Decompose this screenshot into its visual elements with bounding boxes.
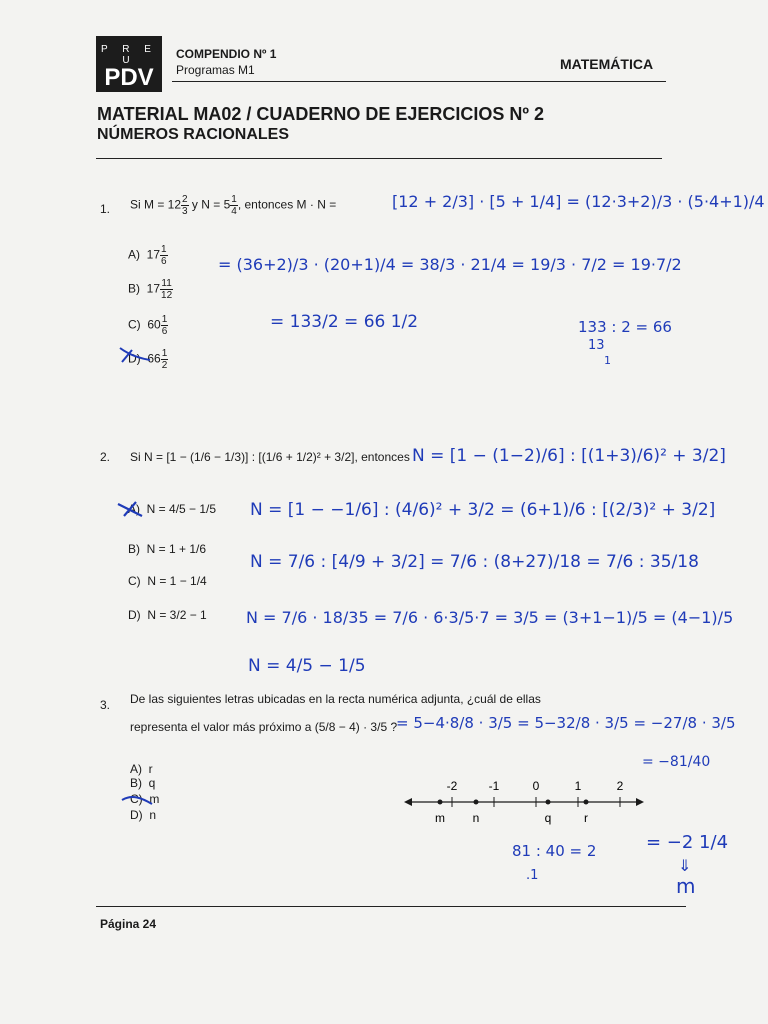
q3-option-a[interactable] [130,762,153,776]
q1-n-num: 1 [231,194,237,205]
option-text: N = 1 − 1/4 [147,574,207,588]
number-line-right-arrow [636,798,644,806]
option-label: D) [128,351,141,366]
number-line-point-label: q [544,811,552,825]
q3-work-line2: = −81/40 [642,754,711,770]
q1-work-line1: [12 + 2/3] · [5 + 1/4] = (12·3+2)/3 · (5·4+1)/4 [392,192,765,211]
q1-option-a[interactable] [128,244,168,267]
option-label: B) [128,281,140,296]
compendio-label: COMPENDIO Nº 1 [176,47,277,61]
number-line-tick-label: 0 [532,779,540,793]
option-text: N = 1 + 1/6 [146,542,207,556]
q1-n-den: 4 [231,206,237,217]
option-label: A) [128,502,140,516]
option-num: 1 [161,314,168,325]
q2-option-b[interactable] [128,542,206,556]
q1-statement [130,194,336,217]
option-label: C) [128,574,141,588]
number-line-point [438,800,443,805]
option-text: m [149,792,160,806]
number-line-point [546,800,551,805]
q2-number: 2. [100,450,111,464]
option-text: q [148,776,156,790]
page-number: Página 24 [100,917,157,931]
option-label: C) [128,317,141,332]
option-den: 12 [161,290,173,301]
q2-work-line2: N = 7/6 : [4/9 + 3/2] = 7/6 : (8+27)/18 = 7/6 : 35/18 [250,552,699,572]
q1-option-c[interactable] [128,314,168,337]
q2-work-line3: N = 7/6 · 18/35 = 7/6 · 6·3/5·7 = 3/5 = (3+1−1)/5 = (4−1)/5 [246,608,734,627]
header-divider [172,81,666,82]
title-divider [96,158,662,159]
q1-work-line3: = 133/2 = 66 1/2 [270,312,419,332]
q1-prefix: Si M = 12 [130,197,182,212]
number-line-point-label: m [435,811,445,825]
subject-label: MATEMÁTICA [560,56,654,72]
option-den: 6 [161,326,168,337]
q2-work-line0: N = [1 − (1−2)/6] : [(1+3)/6)² + 3/2] [412,446,726,466]
q1-side-calc3: 1 [604,354,611,367]
q1-mid: y N = 5 [188,197,231,212]
q3-answer-mark [120,792,154,808]
option-fraction [161,348,169,371]
option-fraction [160,244,168,267]
option-whole: 17 [146,247,161,262]
q1-option-b[interactable] [128,278,173,301]
option-fraction [161,314,169,337]
q3-line1: De las siguientes letras ubicadas en la recta numérica adjunta, ¿cuál de ellas [130,692,541,706]
preu-pdv-logo [96,36,162,92]
option-text: n [149,808,157,822]
number-line [400,770,650,830]
q3-option-d[interactable] [130,808,156,822]
number-line-tick-label: -1 [488,779,500,793]
logo-top-text: P R E U [101,44,157,66]
q1-m-num: 2 [182,194,188,205]
topic-title: NÚMEROS RACIONALES [97,126,290,143]
q2-option-d[interactable] [128,608,207,622]
number-line-left-arrow [404,798,412,806]
q1-side-calc: 133 : 2 = 66 [578,318,672,336]
q2-work-line1: N = [1 − −1/6] : (4/6)² + 3/2 = (6+1)/6 : [(2/3)² + 3/2] [250,500,716,520]
q3-work-line1: = 5−4·8/8 · 3/5 = 5−32/8 · 3/5 = −27/8 · 3/5 [396,714,736,732]
q3-work-line5: m [676,874,696,898]
q2-option-c[interactable] [128,574,207,588]
option-num: 1 [161,244,167,255]
programas-label: Programas M1 [176,63,255,77]
q2-work-line4: N = 4/5 − 1/5 [248,656,366,676]
q1-suffix: , entonces M · N = [237,197,337,212]
option-fraction [160,278,173,301]
q3-side-calc: 81 : 40 = 2 [512,842,597,860]
q1-m-fraction [181,194,189,217]
q1-answer-mark [118,344,152,366]
option-label: B) [130,776,142,790]
q3-line2: representa el valor más próximo a (5/8 − 4) · 3/5 ? [130,720,398,734]
option-den: 6 [161,256,167,267]
q1-work-line2: = (36+2)/3 · (20+1)/4 = 38/3 · 21/4 = 19/3 · 7/2 = 19·7/2 [218,255,682,274]
number-line-point [584,800,589,805]
option-text: r [148,762,153,776]
q3-number: 3. [100,698,111,712]
q3-side-calc2: .1 [526,868,539,883]
option-num: 11 [161,278,172,289]
option-label: C) [130,792,143,806]
q2-statement: Si N = [1 − (1/6 − 1/3)] : [(1/6 + 1/2)² + 3/2], entonces [130,450,410,464]
q2-answer-mark [116,498,146,520]
logo-bottom-text: PDV [104,64,154,91]
number-line-point-label: n [472,811,480,825]
number-line-point [474,800,479,805]
q1-m-den: 3 [182,206,188,217]
number-line-tick-label: -2 [446,779,458,793]
option-whole: 66 [147,351,161,366]
option-whole: 60 [147,317,161,332]
option-label: A) [130,762,142,776]
q3-work-line3: = −2 1/4 [646,832,729,853]
number-line-tick-label: 1 [574,779,582,793]
option-whole: 17 [146,281,161,296]
number-line-tick-label: 2 [616,779,624,793]
q1-number: 1. [100,202,111,216]
number-line-point-label: r [584,811,588,825]
option-label: A) [128,247,140,262]
q3-option-b[interactable] [130,776,155,790]
material-title: MATERIAL MA02 / CUADERNO DE EJERCICIOS Nº 2 [97,104,544,124]
option-label: D) [128,608,141,622]
option-label: B) [128,542,140,556]
option-num: 1 [161,348,168,359]
q1-side-calc2: 13 [588,338,605,353]
option-den: 2 [161,360,168,371]
footer-divider [96,906,686,907]
option-text: N = 3/2 − 1 [147,608,207,622]
q1-n-fraction [230,194,238,217]
option-label: D) [130,808,143,822]
q3-work-line4: ⇓ [678,856,692,875]
option-text: N = 4/5 − 1/5 [146,502,217,516]
